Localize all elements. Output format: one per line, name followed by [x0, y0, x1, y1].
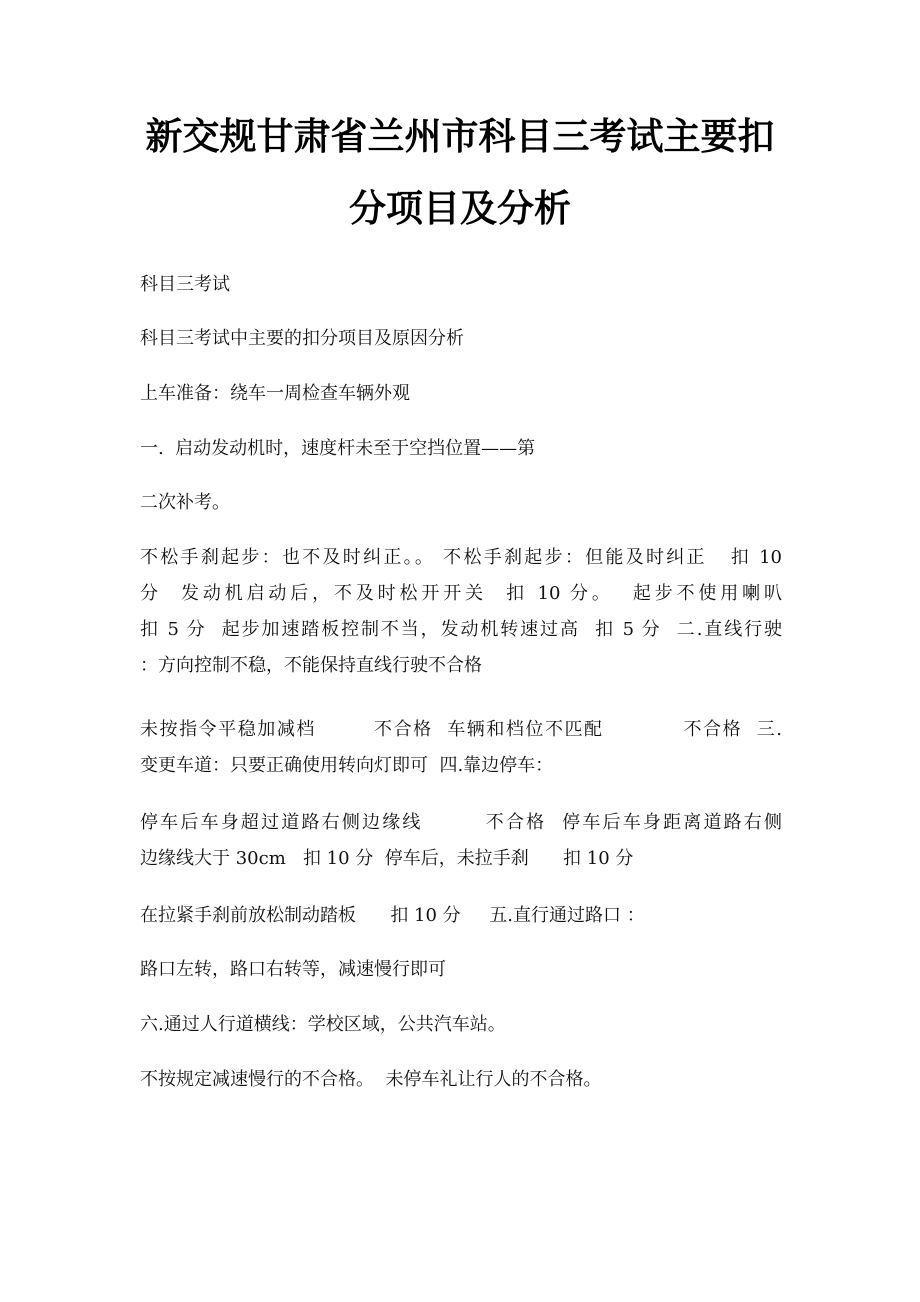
paragraph-line: 边缘线大于 30cm 扣 10 分 停车后，未拉手刹 扣 10 分 — [140, 848, 634, 869]
paragraph-line: 停车后车身超过道路右侧边缘线 不合格 停车后车身距离道路右侧 — [140, 812, 782, 833]
paragraph-handbrake-start — [140, 540, 782, 684]
paragraph-intersection — [140, 952, 446, 988]
paragraph-subject-three — [140, 267, 230, 303]
paragraph-line: 变更车道：只要正确使用转向灯即可 四.靠边停车： — [140, 755, 554, 776]
paragraph-line: 科目三考试中主要的扣分项目及原因分析 — [140, 328, 464, 349]
document-title-line-2: 分项目及分析 — [349, 187, 571, 230]
paragraph-crosswalk — [140, 1007, 506, 1043]
document-title-line-1: 新交规甘肃省兰州市科目三考试主要扣 — [145, 115, 775, 158]
paragraph-retake — [140, 485, 230, 521]
paragraph-line: 不按规定减速慢行的不合格。 未停车礼让行人的不合格。 — [140, 1069, 602, 1090]
paragraph-line: 路口左转，路口右转等，减速慢行即可 — [140, 959, 446, 980]
paragraph-roadside-parking — [140, 805, 782, 877]
paragraph-brake-release — [140, 898, 645, 934]
paragraph-item-one — [140, 431, 535, 467]
paragraph-pedestrian-yield — [140, 1062, 601, 1098]
paragraph-line: 六.通过人行道横线：学校区域，公共汽车站。 — [140, 1014, 506, 1035]
paragraph-line: 扣 5 分 起步加速踏板控制不当，发动机转速过高 扣 5 分 二.直线行驶 — [140, 619, 782, 640]
paragraph-line: 分 发动机启动后，不及时松开开关 扣 10 分。 起步不使用喇叭 — [140, 583, 782, 604]
paragraph-line: 二次补考。 — [140, 492, 230, 513]
paragraph-line: 未按指令平稳加减档 不合格 车辆和档位不匹配 不合格 三. — [140, 719, 782, 740]
paragraph-line: 科目三考试 — [140, 274, 230, 295]
paragraph-gear-shift — [140, 712, 782, 784]
paragraph-intro — [140, 321, 464, 357]
paragraph-line: 一. 启动发动机时，速度杆未至于空挡位置——第 — [140, 438, 536, 459]
paragraph-line: 在拉紧手刹前放松制动踏板 扣 10 分 五.直行通过路口 ： — [140, 905, 645, 926]
paragraph-line: 不松手刹起步：也不及时纠正。。 不松手刹起步：但能及时纠正 扣 10 — [140, 547, 782, 568]
paragraph-preparation — [140, 376, 410, 412]
paragraph-line: ：方向控制不稳，不能保持直线行驶不合格 — [140, 655, 482, 676]
paragraph-line: 上车准备：绕车一周检查车辆外观 — [140, 383, 410, 404]
